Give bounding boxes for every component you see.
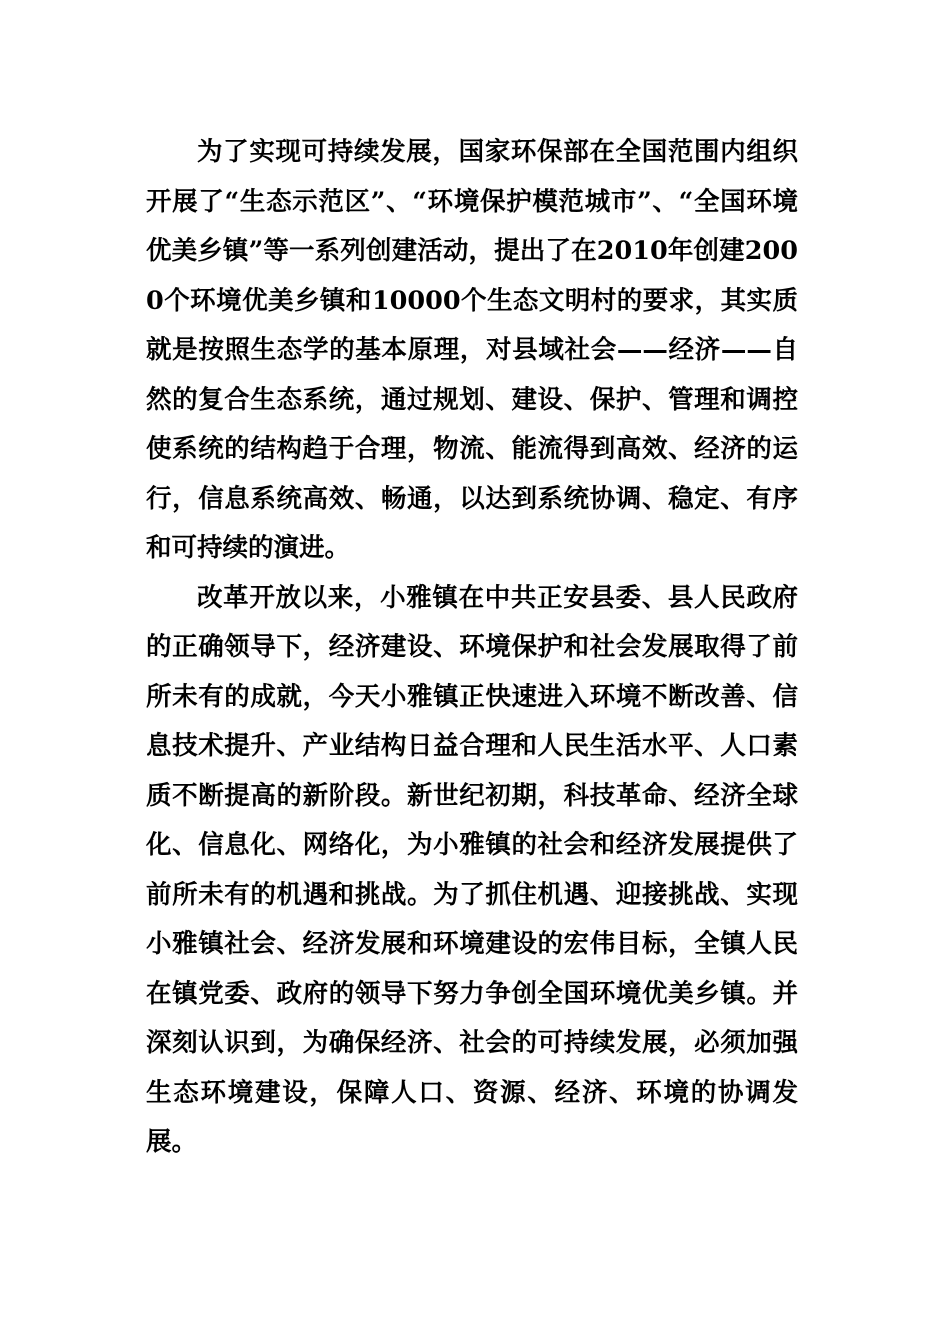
document-body: [146, 128, 798, 1168]
paragraph-2: 改革开放以来，小雅镇在中共正安县委、县人民政府的正确领导下，经济建设、环境保护和社会发展取得了前所未有的成就，今天小雅镇正快速进入环境不断改善、信息技术提升、产业结构日益合理和人民生活水平、人口素质不断提高的新阶段。新世纪初期，科技革命、经济全球化、信息化、网络化，为小雅镇的社会和经济发展提供了前所未有的机遇和挑战。为了抓住机遇、迎接挑战、实现小雅镇社会、经济发展和环境建设的宏伟目标，全镇人民在镇党委、政府的领导下努力争创全国环境优美乡镇。并深刻认识到，为确保经济、社会的可持续发展，必须加强生态环境建设，保障人口、资源、经济、环境的协调发展。: [146, 582, 798, 1157]
paragraph-1: 为了实现可持续发展，国家环保部在全国范围内组织开展了“生态示范区”、“环境保护模范城市”、“全国环境优美乡镇”等一系列创建活动，提出了在2010年创建2000个环境优美乡镇和10000个生态文明村的要求，其实质就是按照生态学的基本原理，对县域社会——经济——自然的复合生态系统，通过规划、建设、保护、管理和调控使系统的结构趋于合理，物流、能流得到高效、经济的运行，信息系统高效、畅通，以达到系统协调、稳定、有序和可持续的演进。: [146, 137, 798, 563]
